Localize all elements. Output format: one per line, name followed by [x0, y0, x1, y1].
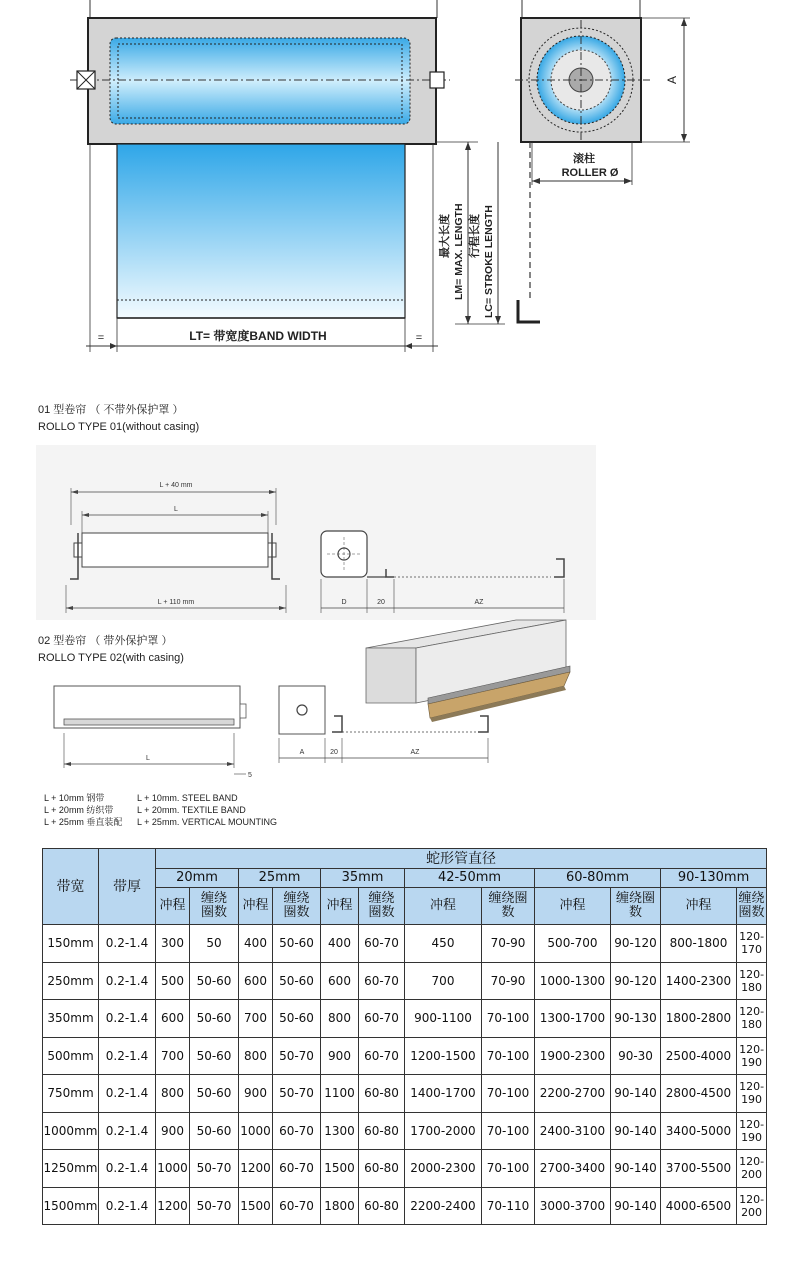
dim-a: A	[665, 75, 679, 85]
roller-label-en: ROLLER Ø	[561, 167, 619, 179]
table-cell: 2800-4500	[661, 1075, 737, 1113]
table-cell: 1300-1700	[535, 1000, 611, 1038]
table-cell: 90-120	[611, 962, 661, 1000]
table-cell: 60-70	[359, 1000, 405, 1038]
cell-thickness: 0.2-1.4	[99, 1187, 156, 1225]
table-cell: 1800-2800	[661, 1000, 737, 1038]
sub-header-stroke: 冲程	[661, 888, 737, 925]
note-cn-1: L + 10mm 钢带	[44, 793, 105, 803]
table-cell: 70-100	[482, 1112, 535, 1150]
table-cell: 90-140	[611, 1112, 661, 1150]
table-cell: 2200-2400	[405, 1187, 482, 1225]
table-cell: 600	[321, 962, 359, 1000]
table-cell: 120- 190	[737, 1037, 767, 1075]
diameter-header: 25mm	[239, 869, 321, 888]
table-row	[43, 1150, 767, 1188]
table-cell: 900	[156, 1112, 190, 1150]
table-cell: 900	[321, 1037, 359, 1075]
type02-dim-a: A	[299, 749, 305, 756]
band-width-label: LT= 带宽度BAND WIDTH	[189, 329, 327, 343]
col-thickness-header: 带厚	[99, 849, 156, 925]
table-cell: 120- 180	[737, 1000, 767, 1038]
notes-cn	[44, 792, 122, 828]
type01-title	[38, 402, 199, 436]
table-cell: 300	[156, 925, 190, 963]
table-cell: 1200	[156, 1187, 190, 1225]
diameter-header: 20mm	[156, 869, 239, 888]
cell-width: 750mm	[43, 1075, 99, 1113]
type02-dim-20: 20	[330, 749, 338, 756]
table-cell: 90-30	[611, 1037, 661, 1075]
table-cell: 70-100	[482, 1150, 535, 1188]
table-cell: 70-100	[482, 1075, 535, 1113]
type01-title-en: ROLLO TYPE 01(without casing)	[38, 421, 200, 433]
table-cell: 700	[239, 1000, 273, 1038]
table-cell: 70-90	[482, 925, 535, 963]
type02-title-cn: 02 型卷帘 （ 带外保护罩 ）	[38, 635, 173, 647]
cell-width: 150mm	[43, 925, 99, 963]
table-cell: 60-80	[359, 1150, 405, 1188]
table-cell: 60-70	[273, 1150, 321, 1188]
table-cell: 120- 180	[737, 962, 767, 1000]
sub-header-turns: 缠绕 圈数	[273, 888, 321, 925]
table-cell: 500-700	[535, 925, 611, 963]
table-cell: 1800	[321, 1187, 359, 1225]
note-en-3: L + 25mm. VERTICAL MOUNTING	[137, 817, 277, 827]
table-cell: 50-60	[273, 925, 321, 963]
table-cell: 800	[239, 1037, 273, 1075]
table-cell: 60-70	[359, 962, 405, 1000]
table-cell: 90-130	[611, 1000, 661, 1038]
table-cell: 800-1800	[661, 925, 737, 963]
table-cell: 50-70	[190, 1187, 239, 1225]
roller-blind-drawing	[0, 0, 790, 360]
roller-label-cn: 滚柱	[573, 153, 595, 165]
table-row	[43, 1112, 767, 1150]
type02-drawing	[36, 608, 596, 786]
table-cell: 1100	[321, 1075, 359, 1113]
stroke-length-cn: 行程长度	[469, 214, 481, 258]
band	[117, 144, 405, 318]
table-cell: 800	[321, 1000, 359, 1038]
type02-title-en: ROLLO TYPE 02(with casing)	[38, 652, 184, 664]
sub-header-stroke: 冲程	[535, 888, 611, 925]
table-cell: 50-60	[273, 1000, 321, 1038]
table-cell: 50-70	[190, 1150, 239, 1188]
cell-thickness: 0.2-1.4	[99, 1150, 156, 1188]
sub-header-turns: 缠绕 圈数	[359, 888, 405, 925]
note-cn-3: L + 25mm 垂直装配	[44, 817, 123, 827]
table-cell: 60-70	[273, 1112, 321, 1150]
type02-dim-az: AZ	[410, 749, 420, 756]
diameter-header: 60-80mm	[535, 869, 661, 888]
cell-thickness: 0.2-1.4	[99, 1075, 156, 1113]
type02-dim-l: L	[146, 755, 150, 762]
note-en-2: L + 20mm. TEXTILE BAND	[137, 805, 246, 815]
table-cell: 800	[156, 1075, 190, 1113]
type01-title-cn: 01 型卷帘 （ 不带外保护罩 ）	[38, 404, 184, 416]
notes-en	[137, 792, 277, 828]
sub-header-stroke: 冲程	[156, 888, 190, 925]
table-cell: 1900-2300	[535, 1037, 611, 1075]
cell-thickness: 0.2-1.4	[99, 925, 156, 963]
table-cell: 3400-5000	[661, 1112, 737, 1150]
table-cell: 600	[156, 1000, 190, 1038]
table-cell: 50-60	[190, 1112, 239, 1150]
sub-header-stroke: 冲程	[239, 888, 273, 925]
table-cell: 50-70	[273, 1037, 321, 1075]
table-cell: 120- 190	[737, 1075, 767, 1113]
table-cell: 50-60	[190, 1037, 239, 1075]
note-en-1: L + 10mm. STEEL BAND	[137, 793, 238, 803]
table-cell: 600	[239, 962, 273, 1000]
note-cn-2: L + 20mm 纺织带	[44, 805, 114, 815]
table-cell: 900	[239, 1075, 273, 1113]
table-row	[43, 1187, 767, 1225]
type01-drawing	[36, 445, 596, 620]
table-cell: 450	[405, 925, 482, 963]
table-cell: 70-100	[482, 1037, 535, 1075]
cell-width: 1250mm	[43, 1150, 99, 1188]
diameter-header: 35mm	[321, 869, 405, 888]
cell-thickness: 0.2-1.4	[99, 1037, 156, 1075]
table-cell: 50	[190, 925, 239, 963]
cell-width: 250mm	[43, 962, 99, 1000]
table-cell: 1700-2000	[405, 1112, 482, 1150]
table-cell: 2400-3100	[535, 1112, 611, 1150]
table-cell: 50-60	[190, 962, 239, 1000]
table-cell: 2200-2700	[535, 1075, 611, 1113]
table-cell: 60-70	[359, 1037, 405, 1075]
table-cell: 2500-4000	[661, 1037, 737, 1075]
sub-header-turns: 缠绕 圈数	[190, 888, 239, 925]
table-cell: 90-140	[611, 1150, 661, 1188]
cell-width: 1000mm	[43, 1112, 99, 1150]
table-cell: 500	[156, 962, 190, 1000]
type01-dim-az: AZ	[474, 599, 484, 606]
type02-dim-5: 5	[248, 772, 252, 779]
table-row	[43, 925, 767, 963]
table-row	[43, 1000, 767, 1038]
eq-right: =	[415, 332, 423, 344]
type01-dim-top: L + 40 mm	[159, 482, 193, 489]
table-cell: 1200	[239, 1150, 273, 1188]
table-cell: 1400-2300	[661, 962, 737, 1000]
table-cell: 90-140	[611, 1075, 661, 1113]
table-cell: 1300	[321, 1112, 359, 1150]
cell-thickness: 0.2-1.4	[99, 1112, 156, 1150]
cell-width: 1500mm	[43, 1187, 99, 1225]
table-cell: 1000	[156, 1150, 190, 1188]
type01-dim-l: L	[174, 506, 178, 513]
table-cell: 2000-2300	[405, 1150, 482, 1188]
sub-header-turns: 缠绕圈 数	[482, 888, 535, 925]
table-cell: 1000-1300	[535, 962, 611, 1000]
cell-thickness: 0.2-1.4	[99, 1000, 156, 1038]
table-cell: 60-80	[359, 1112, 405, 1150]
sub-header-turns: 缠绕 圈数	[737, 888, 767, 925]
table-cell: 400	[321, 925, 359, 963]
table-cell: 1500	[239, 1187, 273, 1225]
table-row	[43, 1075, 767, 1113]
table-cell: 120- 170	[737, 925, 767, 963]
table-cell: 2700-3400	[535, 1150, 611, 1188]
table-cell: 60-70	[273, 1187, 321, 1225]
table-cell: 120- 200	[737, 1187, 767, 1225]
cell-thickness: 0.2-1.4	[99, 962, 156, 1000]
table-cell: 120- 200	[737, 1150, 767, 1188]
max-length-cn: 最大长度	[439, 214, 451, 258]
table-cell: 60-70	[359, 925, 405, 963]
stroke-length-en: LC= STROKE LENGTH	[483, 205, 495, 318]
table-cell: 70-90	[482, 962, 535, 1000]
sub-header-stroke: 冲程	[321, 888, 359, 925]
max-length-en: LM= MAX. LENGTH	[453, 203, 465, 300]
spec-table	[42, 848, 767, 1225]
sub-header-turns: 缠绕圈 数	[611, 888, 661, 925]
group-title: 蛇形管直径	[156, 849, 767, 869]
type01-dim-d: D	[341, 599, 347, 606]
table-cell: 1200-1500	[405, 1037, 482, 1075]
table-cell: 60-80	[359, 1187, 405, 1225]
table-cell: 70-100	[482, 1000, 535, 1038]
cell-width: 500mm	[43, 1037, 99, 1075]
table-cell: 90-120	[611, 925, 661, 963]
eq-left: =	[97, 332, 105, 344]
table-cell: 90-140	[611, 1187, 661, 1225]
table-cell: 50-70	[273, 1075, 321, 1113]
table-cell: 3000-3700	[535, 1187, 611, 1225]
table-cell: 120- 190	[737, 1112, 767, 1150]
table-cell: 60-80	[359, 1075, 405, 1113]
table-cell: 900-1100	[405, 1000, 482, 1038]
diameter-header: 90-130mm	[661, 869, 767, 888]
table-cell: 700	[405, 962, 482, 1000]
table-cell: 4000-6500	[661, 1187, 737, 1225]
table-cell: 50-60	[190, 1000, 239, 1038]
type01-dim-bottom: L + 110 mm	[157, 599, 195, 606]
table-cell: 50-60	[273, 962, 321, 1000]
table-cell: 400	[239, 925, 273, 963]
cell-width: 350mm	[43, 1000, 99, 1038]
table-cell: 50-60	[190, 1075, 239, 1113]
table-cell: 1500	[321, 1150, 359, 1188]
sub-header-stroke: 冲程	[405, 888, 482, 925]
table-cell: 3700-5500	[661, 1150, 737, 1188]
type01-dim-20: 20	[377, 599, 385, 606]
table-cell: 700	[156, 1037, 190, 1075]
table-cell: 1400-1700	[405, 1075, 482, 1113]
table-cell: 70-110	[482, 1187, 535, 1225]
roller-body	[110, 38, 410, 124]
table-row	[43, 962, 767, 1000]
col-width-header: 带宽	[43, 849, 99, 925]
table-cell: 1000	[239, 1112, 273, 1150]
diameter-header: 42-50mm	[405, 869, 535, 888]
table-row	[43, 1037, 767, 1075]
